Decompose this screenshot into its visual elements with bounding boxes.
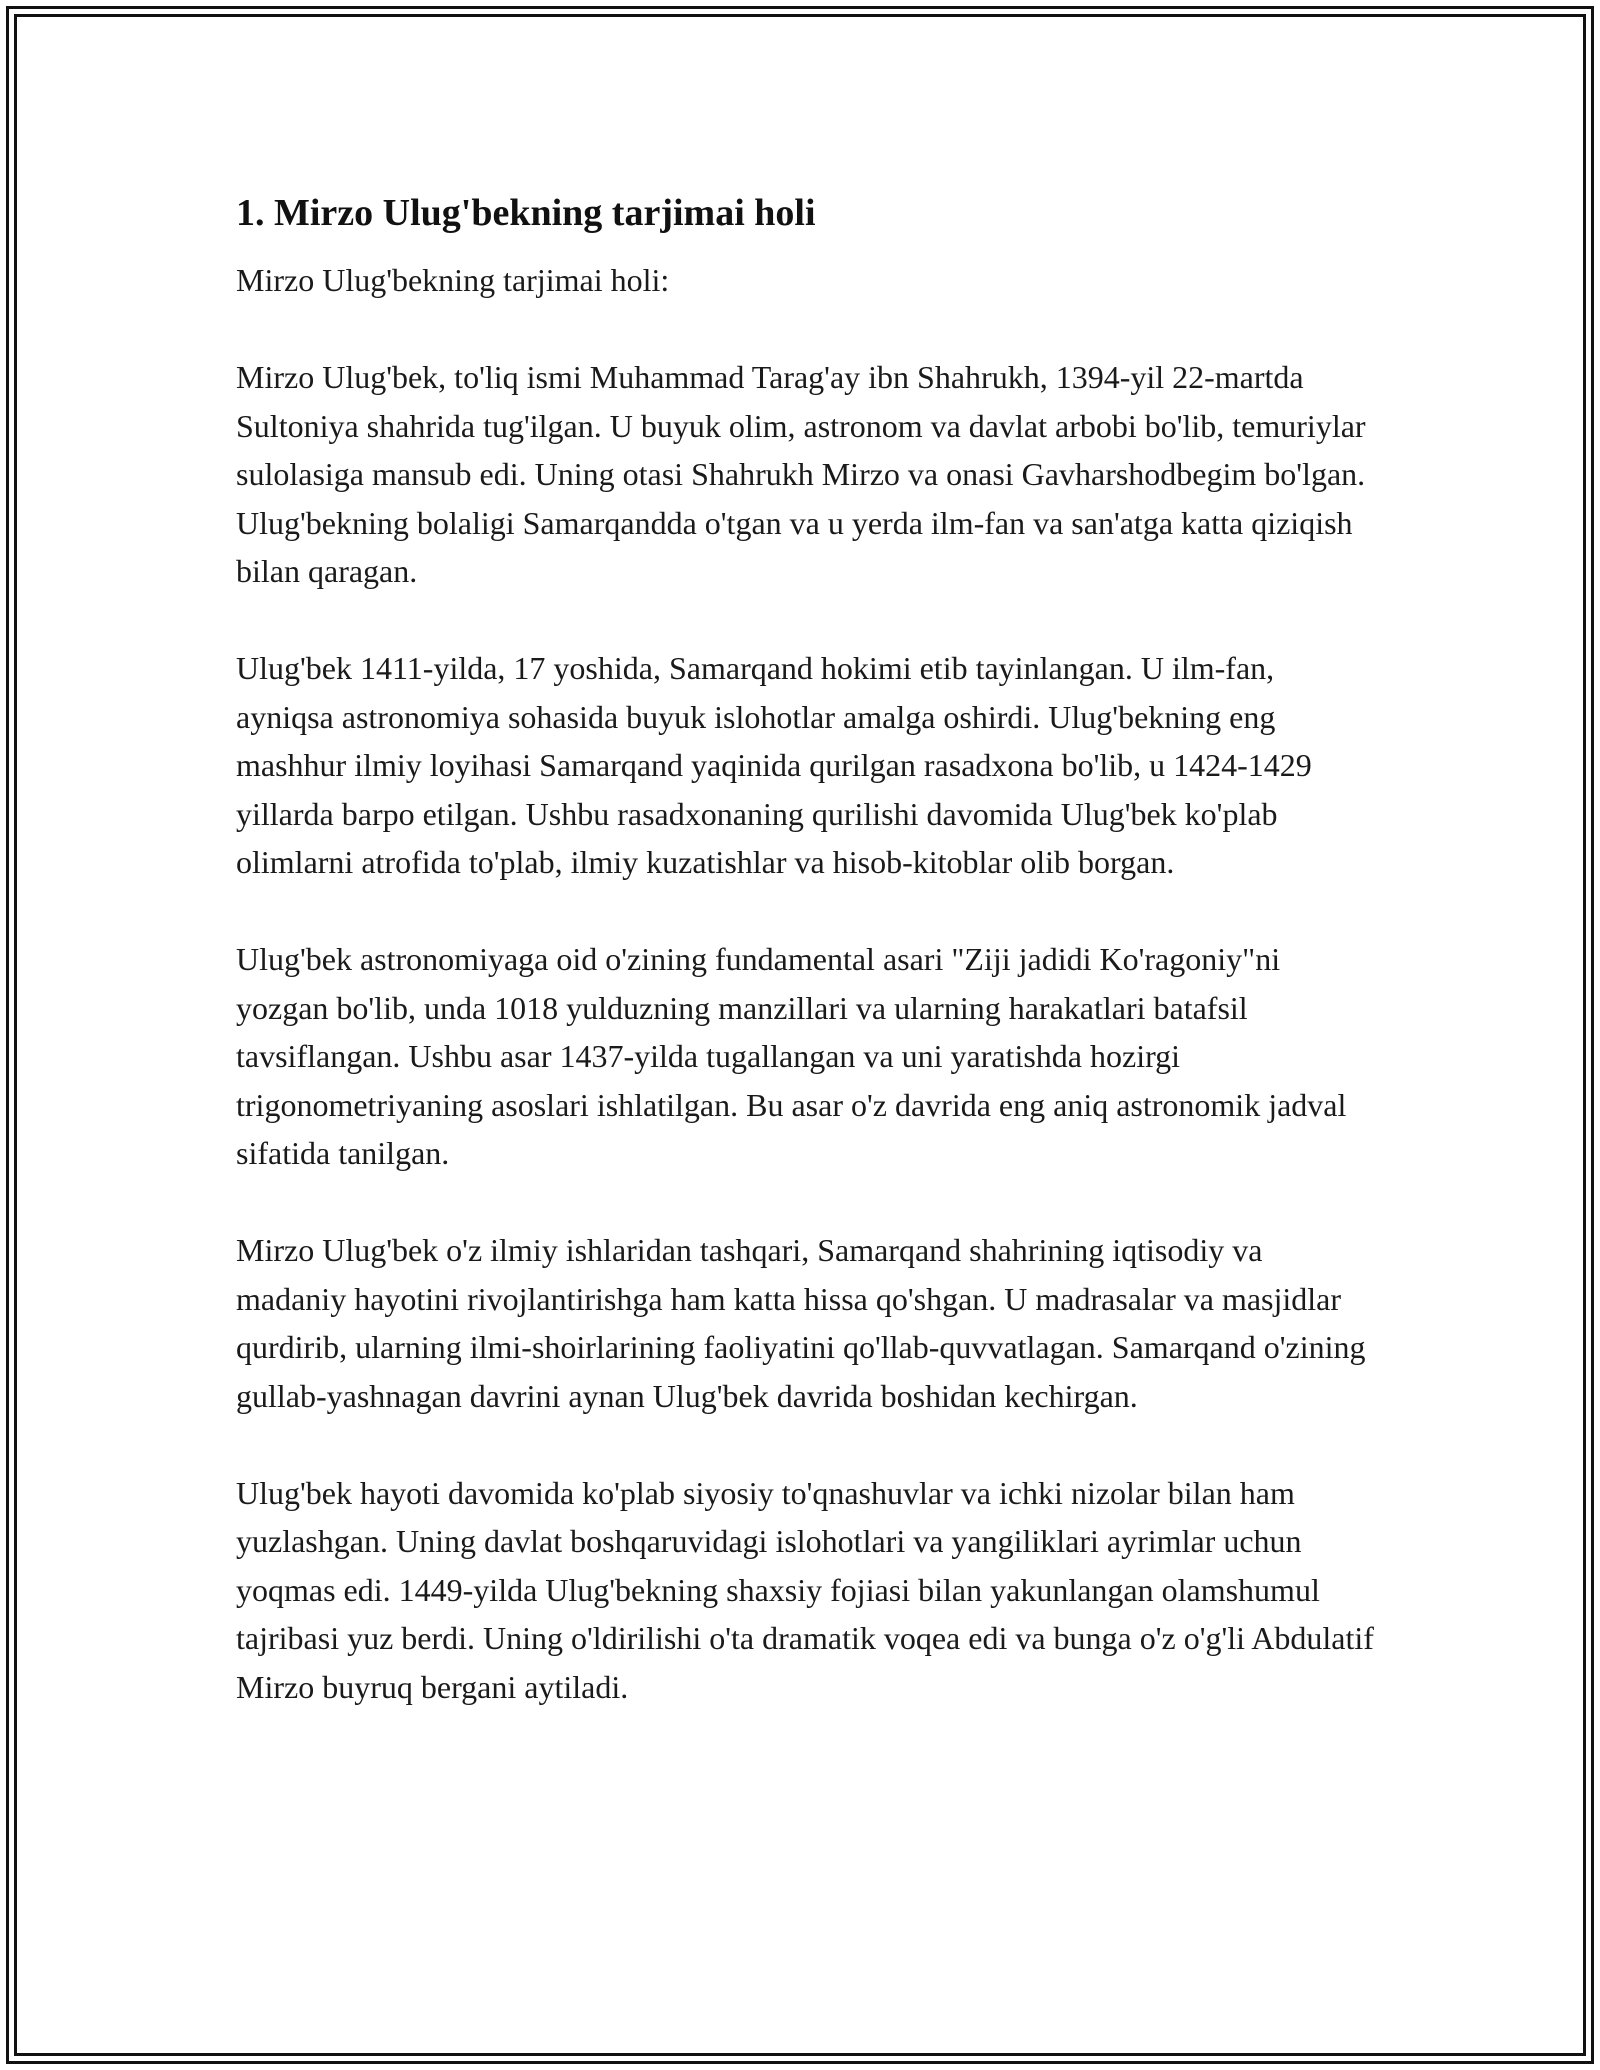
paragraph-zij-work: Ulug'bek astronomiyaga oid o'zining fundamental asari "Ziji jadidi Ko'ragoniy"ni yozgan bo'lib, unda 1018 yulduzning manzillari va ularning harakatlari batafsil tavsiflangan. Ushbu asar 1437-yilda tugallangan va uni yaratishda hozirgi trigonometriyaning asoslari ishlatilgan. Bu asar o'z davrida eng aniq astronomik jadval sifatida tanilgan. xyxy=(236,941,1347,1171)
document-content xyxy=(236,186,1376,1760)
paragraph-conflicts-death: Ulug'bek hayoti davomida ko'plab siyosiy to'qnashuvlar va ichki nizolar bilan ham yuzlashgan. Uning davlat boshqaruvidagi islohotlari va yangiliklari ayrimlar uchun yoqmas edi. 1449-yilda Ulug'bekning shaxsiy fojiasi bilan yakunlangan olamshumul tajribasi yuz berdi. Uning o'ldirilishi o'ta dramatik voqea edi va bunga o'z o'g'li Abdulatif Mirzo buyruq bergani aytiladi. xyxy=(236,1474,1374,1705)
document-intro: Mirzo Ulug'bekning tarjimai holi: xyxy=(236,262,670,298)
paragraph-governor-observatory: Ulug'bek 1411-yilda, 17 yoshida, Samarqand hokimi etib tayinlangan. U ilm-fan, ayniqsa astronomiya sohasida buyuk islohotlar amalga oshirdi. Ulug'bekning eng mashhur ilmiy loyihasi Samarqand yaqinida qurilgan rasadxona bo'lib, u 1424-1429 yillarda barpo etilgan. Ushbu rasadxonaning qurilishi davomida Ulug'bek ko'plab olimlarni atrofida to'plab, ilmiy kuzatishlar va hisob-kitoblar olib borgan. xyxy=(236,650,1312,880)
document-title: 1. Mirzo Ulug'bekning tarjimai holi xyxy=(236,192,816,234)
paragraph-biography-birth: Mirzo Ulug'bek, to'liq ismi Muhammad Tarag'ay ibn Shahrukh, 1394-yil 22-martda Sultoniya shahrida tug'ilgan. U buyuk olim, astronom va davlat arbobi bo'lib, temuriylar sulolasiga mansub edi. Uning otasi Shahrukh Mirzo va onasi Gavharshodbegim bo'lgan. Ulug'bekning bolaligi Samarqandda o'tgan va u yerda ilm-fan va san'atga katta qiziqish bilan qaragan. xyxy=(236,359,1366,589)
paragraph-cultural-contributions: Mirzo Ulug'bek o'z ilmiy ishlaridan tashqari, Samarqand shahrining iqtisodiy va madaniy hayotini rivojlantirishga ham katta hissa qo'shgan. U madrasalar va masjidlar qurdirib, ularning ilmi-shoirlarining faoliyatini qo'llab-quvvatlagan. Samarqand o'zining gullab-yashnagan davrini aynan Ulug'bek davrida boshidan kechirgan. xyxy=(236,1232,1366,1414)
